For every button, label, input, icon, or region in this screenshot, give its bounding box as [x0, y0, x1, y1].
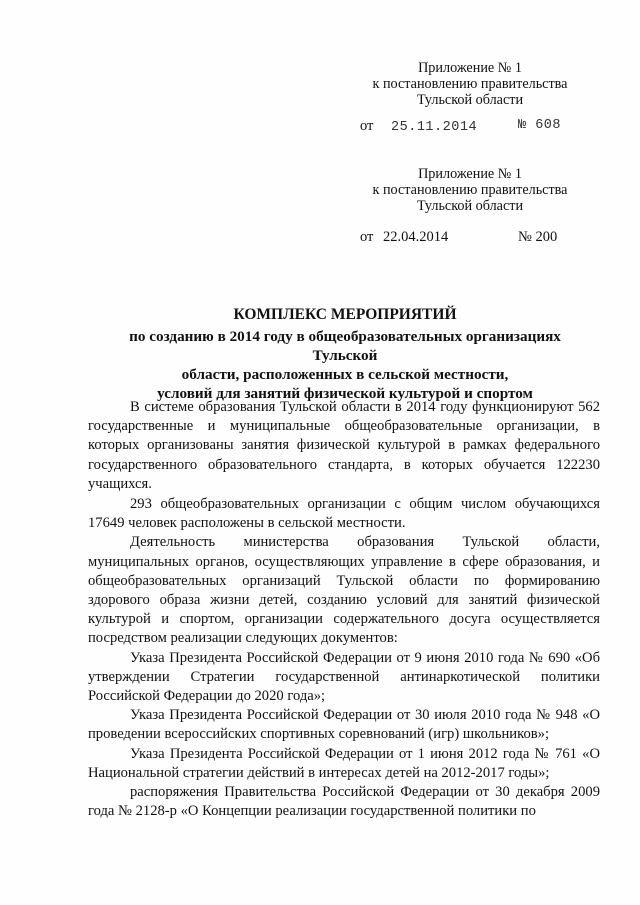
appendix-header-current [355, 60, 585, 108]
body-paragraph: Указа Президента Российской Федерации от 9 июня 2010 года № 690 «Об утверждении Стратегии государственной антинаркотической политики Российской Федерации до 2020 года»; [88, 649, 600, 705]
appendix-dateline-current [360, 117, 590, 137]
body-paragraph: 293 общеобразовательных организации с общим числом обучающихся 17649 человек расположены в сельской местности. [88, 496, 600, 532]
document-body [88, 398, 600, 821]
document-number: № 200 [518, 229, 558, 245]
title-heading: КОМПЛЕКС МЕРОПРИЯТИЙ [233, 306, 457, 323]
title-line-3: условий для занятий физической культурой и спортом [157, 385, 533, 402]
body-paragraph: В системе образования Тульской области в 2014 году функционируют 562 государственные и муниципальные общеобразовательные организации, в которых организованы занятия физической культурой в рамках федерального государственного образовательного стандарта, в которых обучается 122230 учащихся. [88, 399, 600, 492]
body-paragraph: распоряжения Правительства Российской Федерации от 30 декабря 2009 года № 2128-р «О Концепции реализации государственной политики по [88, 784, 600, 820]
appendix-dateline-previous [360, 228, 590, 246]
appendix-line-3: Тульской области [416, 92, 524, 108]
appendix-line-2: к постановлению правительства [372, 182, 568, 198]
appendix-line-1: Приложение № 1 [418, 166, 522, 182]
document-date: 22.04.2014 [383, 229, 449, 245]
date-prefix: от [360, 118, 374, 134]
stamped-number: № 608 [518, 118, 562, 133]
title-line-1: по созданию в 2014 году в общеобразовательных организациях Тульской [129, 328, 561, 364]
document-title [95, 305, 595, 403]
appendix-line-3: Тульской области [416, 198, 524, 214]
body-paragraph: Указа Президента Российской Федерации от 30 июля 2010 года № 948 «О проведении всероссийских спортивных соревнований (игр) школьников»; [88, 707, 600, 743]
body-paragraph: Деятельность министерства образования Тульской области, муниципальных органов, осуществляющих управление в сфере образования, и общеобразовательных организаций Тульской области по формированию здорового образа жизни детей, созданию условий для занятий физической культурой и спортом, организации содержательного досуга осуществляется посредством реализации следующих документов: [88, 534, 600, 647]
appendix-line-1: Приложение № 1 [418, 60, 522, 76]
date-prefix: от [360, 229, 374, 245]
appendix-header-previous [355, 166, 585, 214]
stamped-date: 25.11.2014 [391, 120, 478, 135]
appendix-line-2: к постановлению правительства [372, 76, 568, 92]
title-line-2: области, расположенных в сельской местности, [181, 366, 509, 383]
body-paragraph: Указа Президента Российской Федерации от 1 июня 2012 года № 761 «О Национальной стратегии действий в интересах детей на 2012-2017 годы»; [88, 745, 600, 781]
